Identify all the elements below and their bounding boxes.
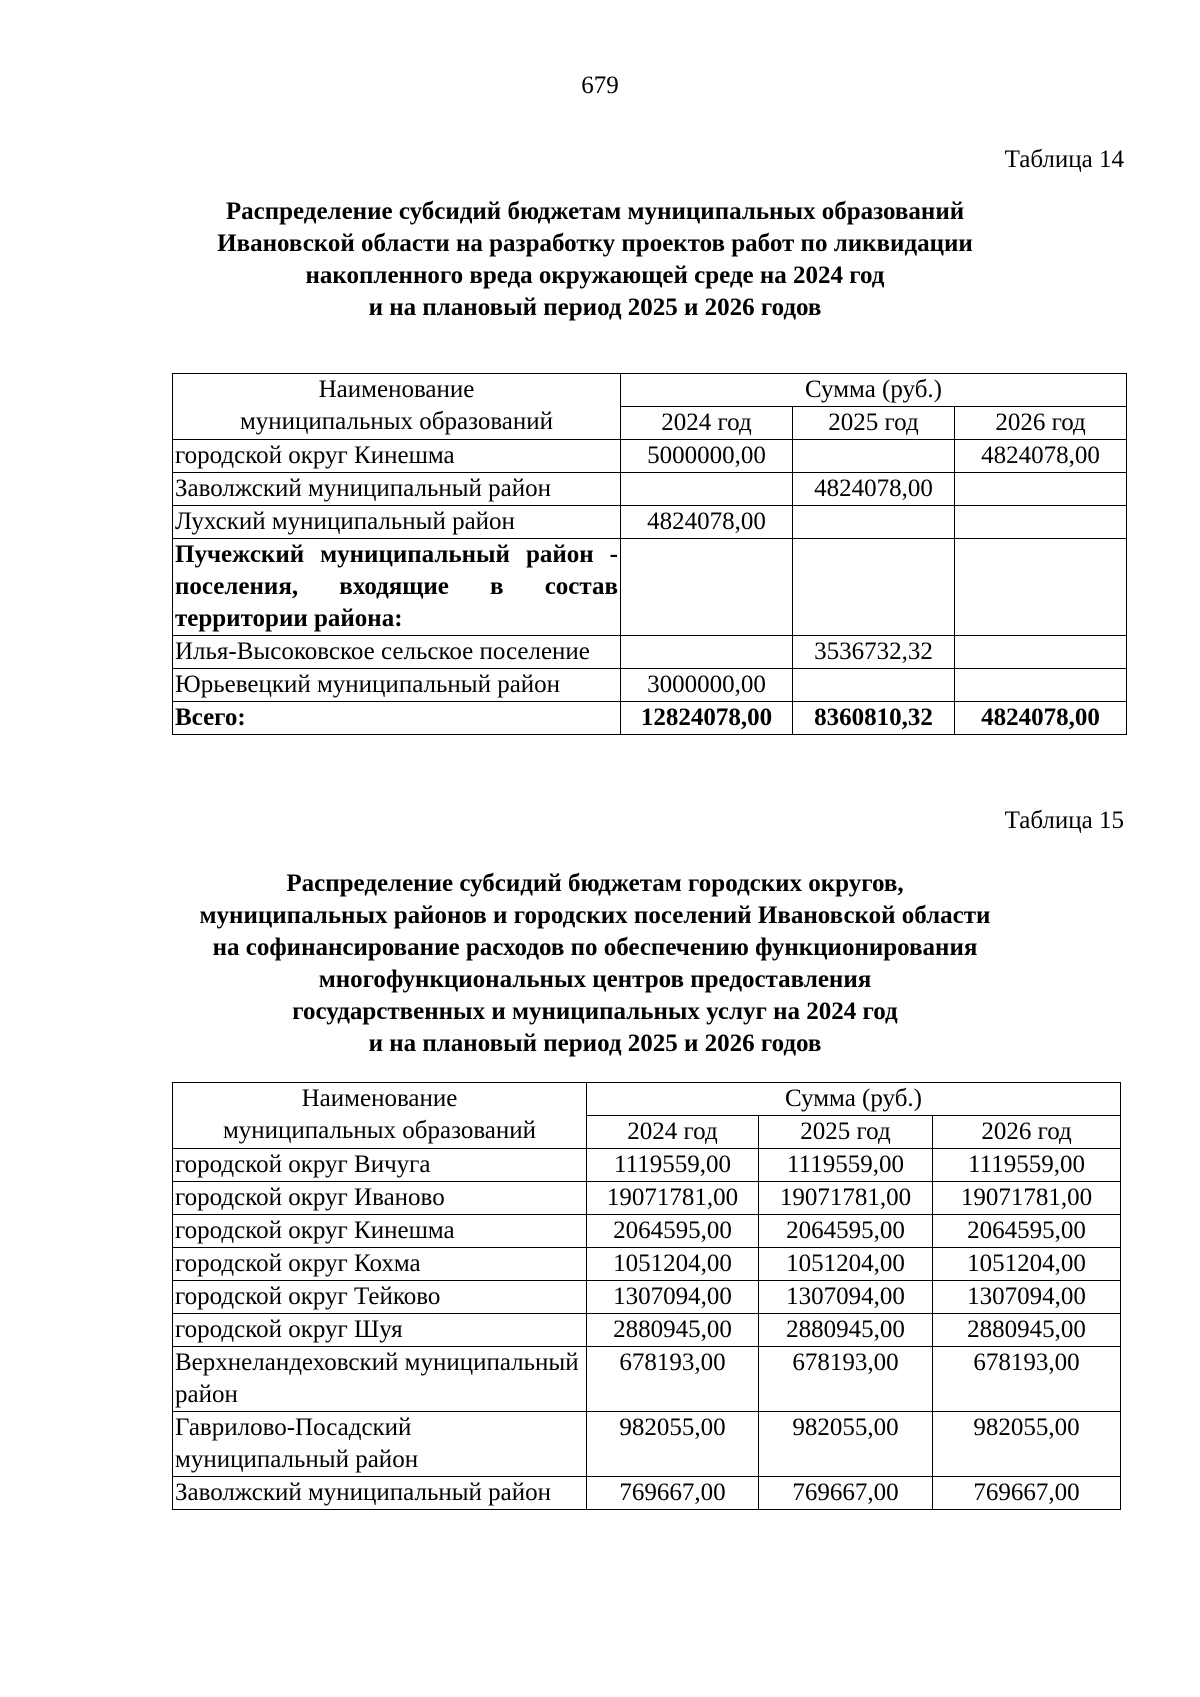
value-2024: 769667,00: [587, 1477, 759, 1510]
header-year-2026: 2026 год: [933, 1116, 1121, 1149]
value-2024: 2880945,00: [587, 1314, 759, 1347]
table-row: [173, 669, 1127, 702]
row-name: Заволжский муниципальный район: [173, 473, 621, 506]
table-row: [173, 506, 1127, 539]
table-row: [173, 636, 1127, 669]
title-line: Распределение субсидий бюджетам городских округов,: [286, 870, 904, 897]
row-name: городской округ Кинешма: [173, 1215, 587, 1248]
value-2025: 4824078,00: [793, 473, 955, 506]
header-name-cell: [173, 374, 621, 440]
value-2026: 1307094,00: [933, 1281, 1121, 1314]
title-line: и на плановый период 2025 и 2026 годов: [368, 294, 822, 321]
value-2025: 1307094,00: [759, 1281, 933, 1314]
value-2024: [621, 473, 793, 506]
row-name: городской округ Шуя: [173, 1314, 587, 1347]
table-14-label: Таблица 14: [1004, 146, 1124, 173]
table-14-title: [140, 196, 1050, 324]
value-2025: 2064595,00: [759, 1215, 933, 1248]
total-2026: 4824078,00: [955, 702, 1127, 735]
value-2024: 982055,00: [587, 1412, 759, 1477]
table-row: [173, 1347, 1121, 1412]
table-row: [173, 1412, 1121, 1477]
header-sum: Сумма (руб.): [621, 374, 1127, 407]
value-2024: 5000000,00: [621, 440, 793, 473]
header-name-line2: муниципальных образований: [222, 1117, 537, 1144]
value-2025: [793, 506, 955, 539]
value-2026: 678193,00: [933, 1347, 1121, 1412]
title-line: и на плановый период 2025 и 2026 годов: [368, 1030, 822, 1057]
row-name: Лухский муниципальный район: [173, 506, 621, 539]
value-2026: [955, 506, 1127, 539]
value-2025: [793, 669, 955, 702]
title-line: государственных и муниципальных услуг на 2024 год: [292, 998, 898, 1025]
title-line: Ивановской области на разработку проектов работ по ликвидации: [217, 230, 973, 257]
table-row: [173, 1248, 1121, 1281]
header-year-2025: 2025 год: [759, 1116, 933, 1149]
value-2024: 2064595,00: [587, 1215, 759, 1248]
table-row: [173, 1314, 1121, 1347]
table-15-title: [140, 868, 1050, 1060]
table-14: [172, 373, 1127, 735]
row-name: городской округ Вичуга: [173, 1149, 587, 1182]
title-line: Распределение субсидий бюджетам муниципальных образований: [225, 198, 965, 225]
value-2024: 3000000,00: [621, 669, 793, 702]
value-2026: [955, 473, 1127, 506]
header-name-line1: Наименование: [318, 376, 475, 403]
value-2025: 3536732,32: [793, 636, 955, 669]
total-2025: 8360810,32: [793, 702, 955, 735]
header-year-2025: 2025 год: [793, 407, 955, 440]
table-row-group-heading: [173, 539, 1127, 636]
row-name: Заволжский муниципальный район: [173, 1477, 587, 1510]
value-2026: 1119559,00: [933, 1149, 1121, 1182]
table-row: [173, 1182, 1121, 1215]
header-name-cell: [173, 1083, 587, 1149]
title-line: муниципальных районов и городских поселений Ивановской области: [199, 902, 991, 929]
row-name: городской округ Кохма: [173, 1248, 587, 1281]
value-2025: [793, 539, 955, 636]
table-row: [173, 1149, 1121, 1182]
value-2026: 1051204,00: [933, 1248, 1121, 1281]
value-2024: 1051204,00: [587, 1248, 759, 1281]
row-name: Пучежский муниципальный район - поселения, входящие в состав территории района:: [173, 539, 621, 636]
value-2026: 4824078,00: [955, 440, 1127, 473]
row-name: городской округ Иваново: [173, 1182, 587, 1215]
value-2024: [621, 539, 793, 636]
value-2026: [955, 669, 1127, 702]
row-name: Гаврилово-Посадский муниципальный район: [173, 1412, 587, 1477]
value-2026: 2064595,00: [933, 1215, 1121, 1248]
header-name-line1: Наименование: [301, 1085, 458, 1112]
value-2026: 769667,00: [933, 1477, 1121, 1510]
value-2025: 769667,00: [759, 1477, 933, 1510]
title-line: накопленного вреда окружающей среде на 2024 год: [305, 262, 885, 289]
table-row: [173, 1477, 1121, 1510]
header-year-2024: 2024 год: [621, 407, 793, 440]
row-name: городской округ Тейково: [173, 1281, 587, 1314]
table-row: [173, 440, 1127, 473]
value-2024: 1307094,00: [587, 1281, 759, 1314]
value-2025: [793, 440, 955, 473]
value-2024: 4824078,00: [621, 506, 793, 539]
table-15: [172, 1082, 1121, 1510]
header-year-2024: 2024 год: [587, 1116, 759, 1149]
total-row: [173, 702, 1127, 735]
value-2026: 982055,00: [933, 1412, 1121, 1477]
value-2026: 19071781,00: [933, 1182, 1121, 1215]
table-15-label: Таблица 15: [1004, 807, 1124, 834]
row-name: Илья-Высоковское сельское поселение: [173, 636, 621, 669]
header-row: [173, 1083, 1121, 1116]
value-2024: 678193,00: [587, 1347, 759, 1412]
value-2026: [955, 539, 1127, 636]
header-year-2026: 2026 год: [955, 407, 1127, 440]
value-2024: [621, 636, 793, 669]
title-line: многофункциональных центров предоставления: [318, 966, 872, 993]
total-2024: 12824078,00: [621, 702, 793, 735]
value-2024: 1119559,00: [587, 1149, 759, 1182]
value-2025: 1119559,00: [759, 1149, 933, 1182]
value-2026: [955, 636, 1127, 669]
value-2025: 2880945,00: [759, 1314, 933, 1347]
value-2024: 19071781,00: [587, 1182, 759, 1215]
page-number: 679: [581, 72, 619, 99]
value-2025: 678193,00: [759, 1347, 933, 1412]
value-2025: 982055,00: [759, 1412, 933, 1477]
header-name-line2: муниципальных образований: [239, 408, 554, 435]
row-name: Юрьевецкий муниципальный район: [173, 669, 621, 702]
table-row: [173, 1281, 1121, 1314]
value-2025: 19071781,00: [759, 1182, 933, 1215]
row-name: Верхнеландеховский муниципальный район: [173, 1347, 587, 1412]
row-name: городской округ Кинешма: [173, 440, 621, 473]
value-2025: 1051204,00: [759, 1248, 933, 1281]
table-row: [173, 473, 1127, 506]
total-label: Всего:: [173, 702, 621, 735]
header-sum: Сумма (руб.): [587, 1083, 1121, 1116]
table-row: [173, 1215, 1121, 1248]
header-row: [173, 374, 1127, 407]
value-2026: 2880945,00: [933, 1314, 1121, 1347]
title-line: на софинансирование расходов по обеспечению функционирования: [212, 934, 978, 961]
